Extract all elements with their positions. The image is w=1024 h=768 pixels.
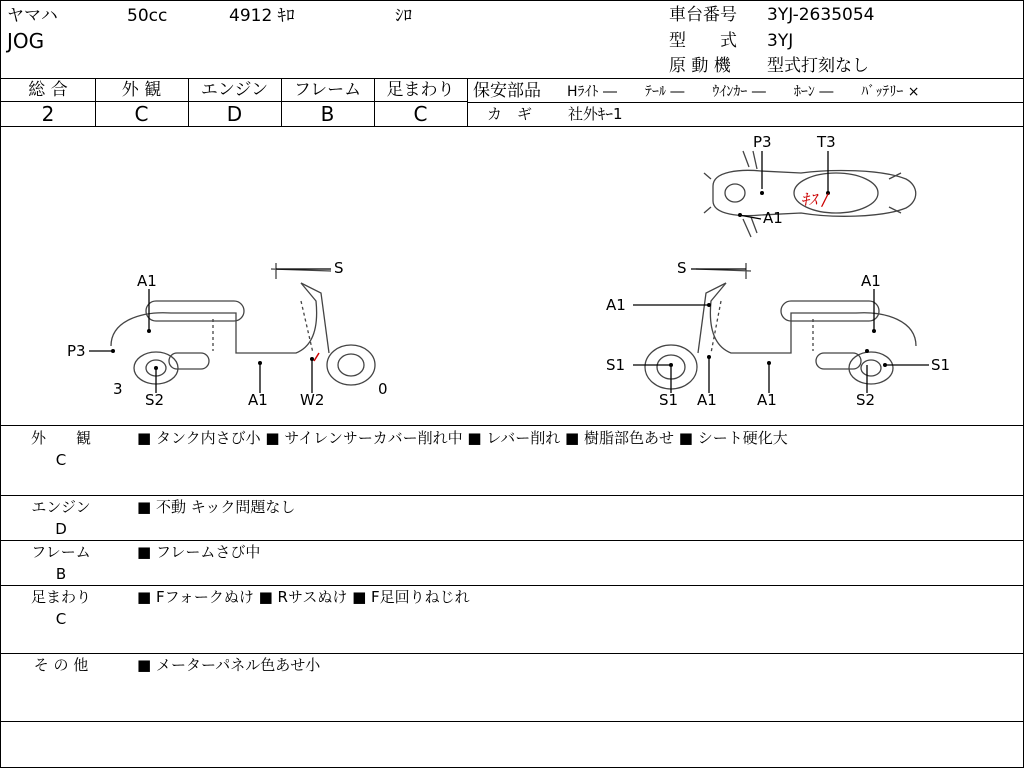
right-label-s: S <box>677 259 687 277</box>
grade-suspension: C <box>413 102 428 126</box>
grade-header-engine: エンジン <box>200 80 269 100</box>
top-label-a1: A1 <box>763 209 783 227</box>
remark-text: ■ フレームさび中 <box>137 543 261 561</box>
left-label-s2: S2 <box>145 391 165 409</box>
scooter-left-view <box>89 263 375 393</box>
left-label-a1-top: A1 <box>137 272 157 290</box>
key-value: 社外ｷｰ1 <box>568 105 623 123</box>
remark-text: ■ タンク内さび小 ■ サイレンサーカバー削れ中 ■ レバー削れ ■ 樹脂部色あせ ■ シート硬化大 <box>137 429 788 447</box>
grade-header-exterior: 外 観 <box>121 80 162 100</box>
mileage: 4912 ｷﾛ <box>229 6 295 26</box>
right-label-a1-left: A1 <box>606 296 626 314</box>
left-label-0: 0 <box>378 380 388 398</box>
grade-engine: D <box>226 102 243 126</box>
key-label: カ ギ <box>487 105 533 123</box>
left-label-3: 3 <box>113 380 123 398</box>
right-label-s1-right: S1 <box>931 356 951 374</box>
type-label: 型 式 <box>669 31 737 51</box>
handwritten-marks: ｷｽ / <box>801 190 828 209</box>
grid-line <box>1 495 1023 496</box>
color: ｼﾛ <box>395 6 412 26</box>
safety-items: Hﾗｲﾄ ― ﾃｰﾙ ― ｳｲﾝｶｰ ― ﾎｰﾝ ― ﾊﾞｯﾃﾘｰ × <box>567 84 920 100</box>
left-label-w2: W2 <box>300 391 325 409</box>
engine-value: 型式打刻なし <box>767 56 869 76</box>
grade-frame: B <box>320 102 335 126</box>
remark-label: エンジン <box>31 498 91 516</box>
remark-text: ■ メーターパネル色あせ小 <box>137 656 321 674</box>
top-label-t3: T3 <box>817 133 836 151</box>
right-label-a1-top: A1 <box>861 272 881 290</box>
left-label-a1-bottom: A1 <box>248 391 268 409</box>
grade-header-suspension: 足まわり <box>386 80 455 100</box>
remark-grade: D <box>55 520 67 538</box>
remark-label: フレーム <box>31 543 91 561</box>
remark-grade: B <box>55 565 67 583</box>
engine-label: 原 動 機 <box>669 56 731 76</box>
remark-label: 外 観 <box>30 429 91 447</box>
model-name: JOG <box>7 29 45 53</box>
right-label-s1-bottom: S1 <box>659 391 679 409</box>
safety-label: 保安部品 <box>473 81 541 101</box>
type-value: 3YJ <box>767 31 794 51</box>
remark-label: 足まわり <box>30 588 91 606</box>
grid-line <box>1 425 1023 426</box>
left-label-p3: P3 <box>67 342 86 360</box>
remark-grade: C <box>55 610 67 628</box>
grid-line <box>1 721 1023 722</box>
right-label-a1-b2: A1 <box>757 391 777 409</box>
remark-text: ■ Fフォークぬけ ■ Rサスぬけ ■ F足回りねじれ <box>137 588 470 606</box>
damage-diagram <box>1 1 1023 427</box>
grid-line <box>1 653 1023 654</box>
remark-label: そ の 他 <box>33 656 89 674</box>
grid-line <box>1 585 1023 586</box>
frame-no: 3YJ-2635054 <box>767 5 875 25</box>
remark-grade: C <box>55 451 67 469</box>
grade-exterior: C <box>134 102 149 126</box>
left-label-s: S <box>334 259 344 277</box>
grade-header-overall: 総 合 <box>28 80 68 100</box>
grid-line <box>1 540 1023 541</box>
top-label-p3: P3 <box>753 133 772 151</box>
engine-cc: 50cc <box>127 6 168 26</box>
right-label-a1-b1: A1 <box>697 391 717 409</box>
right-label-s1-left: S1 <box>606 356 626 374</box>
grade-header-frame: フレーム <box>293 80 362 100</box>
frame-no-label: 車台番号 <box>669 5 737 25</box>
grade-overall: 2 <box>41 102 55 126</box>
remark-text: ■ 不動 キック問題なし <box>137 498 296 516</box>
scooter-right-view <box>633 263 929 393</box>
maker: ヤマハ <box>7 6 58 26</box>
right-label-s2: S2 <box>856 391 876 409</box>
